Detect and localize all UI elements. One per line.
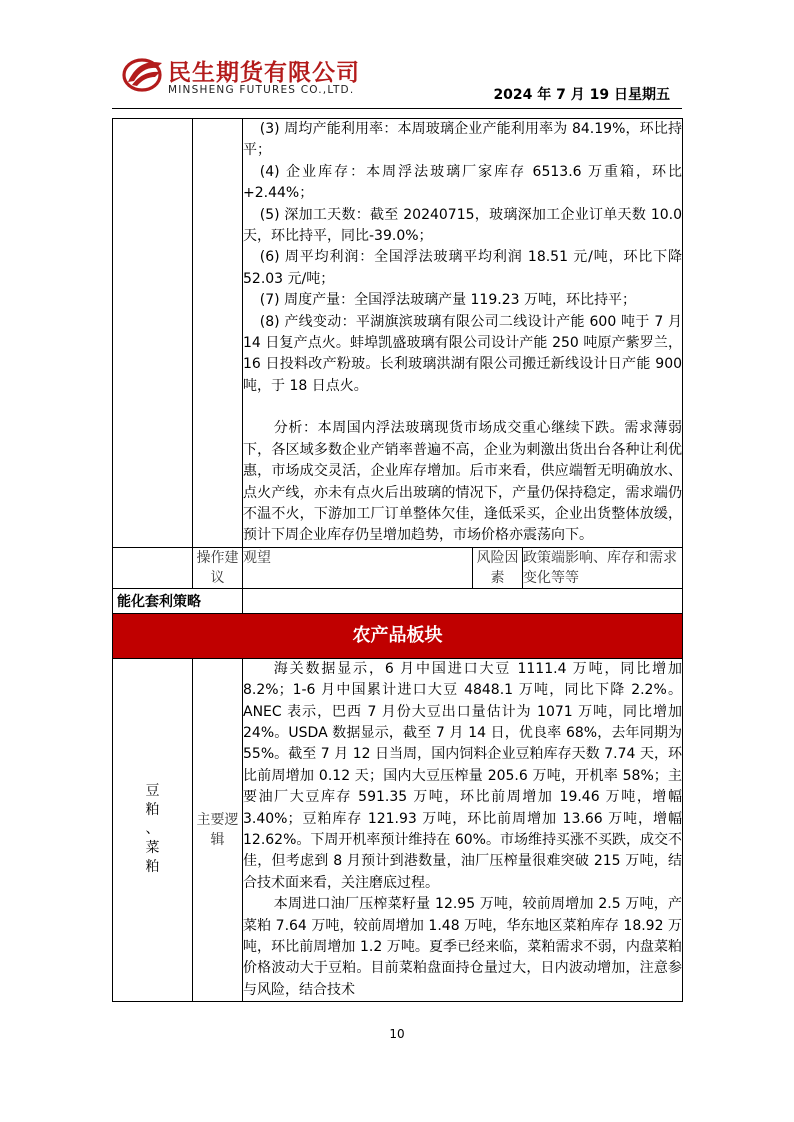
risk-value: 政策端影响、库存和需求变化等等 [523, 547, 683, 588]
glass-line-6: (6) 周平均利润：全国浮法玻璃平均利润 18.51 元/吨，环比下降 52.03 元/吨； [243, 249, 683, 287]
soymeal-para-2: 本周进口油厂压榨菜籽量 12.95 万吨，较前周增加 2.5 万吨，产菜粕 7.64 万吨，较前周增加 1.48 万吨，华东地区菜粕库存 18.92 万吨，环比前周增加 1.2 万吨。夏季已经来临，菜粕需求不弱，内盘菜粕价格波动大于豆粕。目前菜粕盘面持仓量过大，日内波动增加，注意参与风险，结合技术 [243, 896, 683, 998]
soymeal-row [113, 658, 683, 1002]
glass-product-cell [113, 119, 193, 548]
soymeal-content [243, 658, 683, 1002]
report-date: 2024 年 7 月 19 日星期五 [493, 87, 670, 103]
minsheng-logo-icon [122, 54, 166, 94]
page-number: 10 [389, 1027, 405, 1041]
glass-data-row [113, 119, 683, 548]
product-name-char: 豆 [145, 783, 160, 800]
glass-line-3: (3) 周均产能利用率：本周玻璃企业产能利用率为 84.19%，环比持平； [243, 121, 683, 159]
product-name-char: 粕 [145, 802, 160, 819]
logo-english-name: MINSHENG FUTURES CO.,LTD. [168, 84, 355, 96]
company-logo [122, 52, 362, 102]
soymeal-para-1: 海关数据显示，6 月中国进口大豆 1111.4 万吨，同比增加 8.2%；1-6 月中国累计进口大豆 4848.1 万吨，同比下降 2.2%。ANEC 表示，巴西 7 月份大豆出口量估计为 1071 万吨，同比增加 24%。USDA 数据显示，截至 7 月 14 日，优良率 68%，去年同期为 55%。截至 7 月 12 日当周，国内饲料企业豆粕库存天数 7.74 天，环比前周增加 0.12 天；国内大豆压榨量 205.6 万吨，开机率 58%；主要油厂大豆库存 591.35 万吨，环比前周增加 19.46 万吨，增幅 3.40%；豆粕库存 121.93 万吨，环比前周增加 13.66 万吨，增幅 12.62%。下周开机率预计维持在 60%。市场维持买涨不买跌，成交不佳，但考虑到 8 月预计到港数量，油厂压榨量很难突破 215 万吨，结合技术面来看，关注磨底过程。 [243, 660, 683, 891]
spacer [243, 397, 682, 418]
glass-line-5: (5) 深加工天数：截至 20240715，玻璃深加工企业订单天数 10.0 天，环比持平，同比-39.0%； [243, 206, 683, 245]
product-name-char: 粕 [145, 859, 160, 876]
product-name-cell [113, 658, 193, 1002]
operation-value: 观望 [243, 547, 473, 588]
empty-cell [113, 547, 193, 588]
glass-operation-row [113, 547, 683, 588]
glass-line-4: (4) 企业库存：本周浮法玻璃厂家库存 6513.6 万重箱，环比+2.44%； [243, 163, 683, 202]
glass-analysis: 分析：本周国内浮法玻璃现货市场成交重心继续下跌。需求薄弱下，各区域多数企业产销率普遍不高，企业为刺激出货出台各种让利优惠，市场成交灵活，企业库存增加。后市来看，供应端暂无明确放水、点火产线，亦未有点火后出玻璃的情况下，产量仍保持稳定，需求端仍不温不火，下游加工厂订单整体欠佳，逢低采买，企业出货整体放缓，预计下周企业库存仍呈增加趋势，市场价格亦震荡向下。 [243, 420, 683, 544]
risk-label: 风险因素 [473, 547, 523, 588]
product-name [113, 782, 192, 877]
header-divider [112, 108, 682, 109]
product-name-char: 、 [145, 821, 160, 838]
logic-label: 主要逻辑 [193, 658, 243, 1002]
glass-line-7: (7) 周度产量：全国浮法玻璃产量 119.23 万吨，环比持平； [259, 292, 636, 309]
glass-line-8: (8) 产线变动：平湖旗滨玻璃有限公司二线设计产能 600 吨于 7 月 14 日复产点火。蚌埠凯盛玻璃有限公司设计产能 250 吨原产紫罗兰，16 日投料改产粉玻。长利玻璃洪湖有限公司搬迁新线设计日产能 900 吨，于 18 日点火。 [243, 313, 683, 394]
page-header [0, 0, 794, 110]
operation-label: 操作建议 [193, 547, 243, 588]
strategy-row [113, 588, 683, 613]
section-title: 农产品板块 [113, 613, 683, 658]
section-row [113, 613, 683, 658]
strategy-value [243, 588, 683, 613]
glass-content [243, 119, 683, 548]
logo-chinese-name: 民生期货有限公司 [168, 60, 360, 86]
strategy-label: 能化套利策略 [113, 588, 243, 613]
strategy-table [112, 118, 683, 1002]
glass-logic-cell [193, 119, 243, 548]
product-name-char: 菜 [145, 840, 160, 857]
